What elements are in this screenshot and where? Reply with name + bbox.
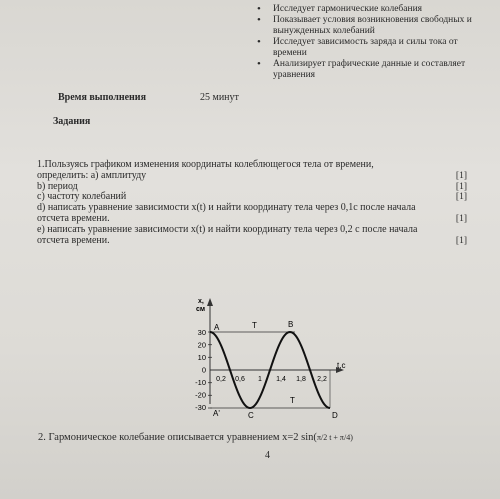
task-1-text: определить: а) амплитуду: [37, 169, 147, 181]
y-axis-unit-cm: см: [196, 306, 206, 313]
x-tick-label: 0,2: [216, 376, 226, 383]
objectives-list: [208, 4, 488, 81]
point-a-prime-label: A': [213, 409, 220, 418]
page-number: 4: [265, 450, 270, 461]
y-tick-label: 0: [201, 365, 206, 375]
point-a-label: A: [214, 323, 220, 332]
y-axis-unit: x,: [198, 298, 204, 305]
task-1-text: 1.Пользуясь графиком изменения координаты колеблющегося тела от времени,: [37, 159, 374, 170]
point-d-label: D: [332, 411, 338, 420]
objective-item-continued: вынужденных колебаний: [273, 25, 375, 36]
task-2-formula: π/2 t + π/4): [316, 433, 353, 442]
y-tick-label: 20: [197, 340, 206, 350]
period-label-top: T: [252, 321, 257, 330]
score-badge: [1]: [455, 235, 467, 246]
oscillation-graph: [180, 292, 370, 422]
objective-item: • Исследует зависимость заряда и силы тока от: [248, 37, 488, 48]
x-tick-label: 1,4: [276, 376, 286, 383]
x-tick-label: 1,8: [296, 376, 306, 383]
objective-item: • Показывает условия возникновения свободных и: [248, 15, 488, 26]
y-tick-label: -20: [195, 390, 206, 400]
time-value: 25 минут: [200, 92, 239, 103]
score-badge: [1]: [455, 213, 467, 224]
objective-item: • Исследует гармонические колебания: [248, 4, 488, 15]
task-1-text: отсчета времени.: [37, 234, 110, 246]
x-axis-unit: t,c: [337, 361, 346, 370]
score-badge: [1]: [455, 192, 467, 203]
x-tick-label: 0,6: [235, 376, 245, 383]
task-1-text: e) написать уравнение зависимости x(t) и найти координату тела через 0,2 с после начала: [37, 223, 418, 235]
period-label-bottom: T: [290, 396, 295, 405]
objective-item-continued: времени: [273, 47, 307, 58]
x-tick-label: 1: [258, 376, 262, 383]
task-2-text: 2. Гармоническое колебание описывается уравнением x=2 sin(: [38, 432, 317, 443]
task-2: [38, 432, 353, 443]
y-tick-label: 30: [197, 328, 206, 337]
tasks-title: Задания: [53, 116, 91, 127]
objective-item-continued: уравнения: [273, 69, 316, 80]
y-tick-label: 10: [197, 353, 206, 362]
y-tick-label: -10: [195, 378, 206, 387]
y-tick-label: -30: [195, 403, 206, 412]
time-label: Время выполнения: [58, 92, 146, 103]
point-b-label: B: [288, 320, 294, 329]
task-1-text: d) написать уравнение зависимости x(t) и найти координату тела через 0,1с после начала: [37, 202, 416, 214]
task-1-text: b) период: [37, 180, 78, 192]
task-1-text: отсчета времени.: [37, 212, 110, 224]
score-badge: [1]: [455, 181, 467, 192]
score-badge: [1]: [455, 170, 467, 181]
task-1-line: [37, 171, 477, 182]
y-axis-arrow: [207, 298, 213, 306]
point-c-label: C: [248, 411, 254, 420]
x-tick-label: 2,2: [317, 376, 327, 383]
task-1-line: [37, 236, 477, 247]
task-1-text: c) частоту колебаний: [37, 191, 127, 203]
objective-item: • Анализирует графические данные и составляет: [248, 59, 488, 70]
task-1: [37, 160, 477, 246]
